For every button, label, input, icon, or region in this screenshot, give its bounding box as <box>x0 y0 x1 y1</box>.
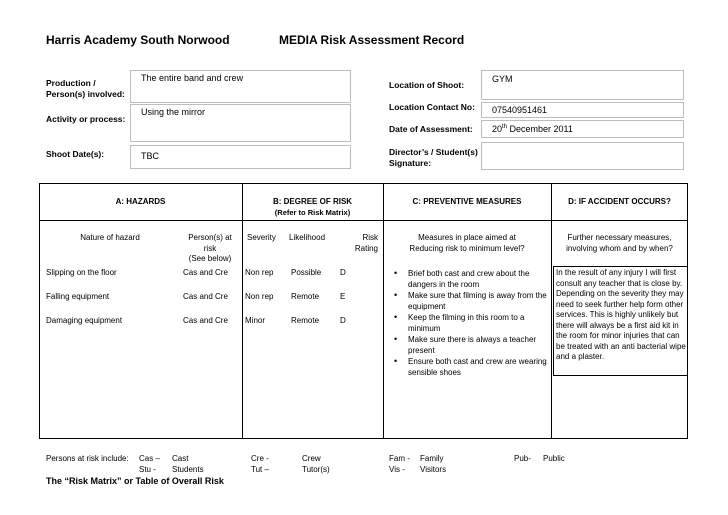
location-label: Location of Shoot: <box>389 80 465 90</box>
persons-key-label: Persons at risk include: <box>46 454 129 463</box>
persons-cell: Cas and Cre <box>183 292 228 301</box>
table-divider-bc <box>383 183 384 439</box>
key-code-visitors: Vis - <box>389 465 405 474</box>
risk-rating-header: Risk Rating <box>354 233 378 253</box>
location-field[interactable] <box>481 70 684 100</box>
key-code-tutors: Tut – <box>251 465 269 474</box>
severity-header: Severity <box>247 233 276 242</box>
severity-cell: Non rep <box>245 292 274 301</box>
column-c-header: C: PREVENTIVE MEASURES <box>412 197 522 206</box>
key-code-family: Fam - <box>389 454 410 463</box>
key-name-tutors: Tutor(s) <box>302 465 330 474</box>
hazard-cell: Damaging equipment <box>46 316 123 325</box>
list-item: • Brief both cast and crew about the dangers in the room <box>389 268 547 290</box>
document-title: MEDIA Risk Assessment Record <box>279 33 465 47</box>
rating-cell: E <box>340 292 346 301</box>
key-code-students: Stu - <box>139 465 156 474</box>
measures-header: Measures in place aimed at Reducing risk to minimum level? <box>409 233 525 253</box>
key-name-crew: Crew <box>302 454 321 463</box>
table-divider-cd <box>551 183 552 439</box>
production-value: The entire band and crew <box>141 73 244 83</box>
key-name-visitors: Visitors <box>420 465 447 474</box>
accident-response-text: In the result of any injury I will first consult any teacher that is close by. Depending on the severity they may need to seek further help form other services. This is highly unlikely but there will always be a first aid kit in the room for minor injuries that can be treated with an anti bacterial wipe and a plaster. <box>556 268 686 361</box>
contact-field[interactable] <box>481 102 684 118</box>
list-item: • Make sure there is always a teacher present <box>389 334 547 356</box>
table-divider-ab <box>242 183 243 439</box>
school-name: Harris Academy South Norwood <box>46 33 230 47</box>
table-header-divider <box>39 220 688 221</box>
shoot-dates-field[interactable] <box>130 145 351 169</box>
location-value: GYM <box>492 74 513 84</box>
likelihood-cell: Remote <box>291 316 320 325</box>
key-code-public: Pub- <box>514 454 531 463</box>
key-code-crew: Cre - <box>251 454 269 463</box>
likelihood-cell: Possible <box>291 268 322 277</box>
shoot-dates-value: TBC <box>141 151 159 161</box>
likelihood-cell: Remote <box>291 292 320 301</box>
contact-label: Location Contact No: <box>389 102 475 112</box>
severity-cell: Minor <box>245 316 266 325</box>
preventive-measures-list <box>389 268 547 378</box>
date-value-day: 20 <box>492 124 503 134</box>
key-code-cast: Cas – <box>139 454 160 463</box>
persons-cell: Cas and Cre <box>183 268 228 277</box>
list-item: • Keep the filming in this room to a minimum <box>389 312 547 334</box>
risk-matrix-title: The “Risk Matrix” or Table of Overall Risk <box>46 476 224 486</box>
date-field[interactable] <box>481 120 684 138</box>
column-a-header: A: HAZARDS <box>115 197 166 206</box>
activity-field[interactable] <box>130 104 351 142</box>
likelihood-header: Likelihood <box>289 233 326 242</box>
persons-at-risk-header: Person(s) at risk (See below) <box>188 233 232 263</box>
preventive-measures-cell <box>389 268 547 378</box>
activity-label: Activity or process: <box>46 114 126 124</box>
date-value-rest: December 2011 <box>507 124 573 134</box>
persons-cell: Cas and Cre <box>183 316 228 325</box>
date-value-suffix: th <box>502 124 508 130</box>
director-label: Director’s / Student(s) Signature: <box>389 147 478 168</box>
shoot-dates-label: Shoot Date(s): <box>46 149 105 159</box>
key-name-students: Students <box>172 465 204 474</box>
list-item: • Make sure that filming is away from the equipment <box>389 290 547 312</box>
production-label: Production / Person(s) involved: <box>46 78 125 99</box>
activity-value: Using the mirror <box>141 107 206 117</box>
key-name-family: Family <box>420 454 444 463</box>
column-d-header: D: IF ACCIDENT OCCURS? <box>568 197 671 206</box>
production-field[interactable] <box>130 70 351 103</box>
rating-cell: D <box>340 268 346 277</box>
severity-cell: Non rep <box>245 268 274 277</box>
column-b-header: B: DEGREE OF RISK <box>272 197 353 206</box>
key-name-cast: Cast <box>172 454 189 463</box>
nature-of-hazard-header: Nature of hazard <box>80 233 140 242</box>
signature-field[interactable] <box>481 142 684 170</box>
hazard-cell: Falling equipment <box>46 292 110 301</box>
column-b-subheader: (Refer to Risk Matrix) <box>274 208 351 217</box>
hazard-cell: Slipping on the floor <box>46 268 117 277</box>
key-name-public: Public <box>543 454 565 463</box>
list-item: • Ensure both cast and crew are wearing sensible shoes <box>389 356 547 378</box>
rating-cell: D <box>340 316 346 325</box>
further-measures-header: Further necessary measures, involving whom and by when? <box>566 233 673 253</box>
contact-value: 07540951461 <box>492 105 548 115</box>
date-label: Date of Assessment: <box>389 124 473 134</box>
